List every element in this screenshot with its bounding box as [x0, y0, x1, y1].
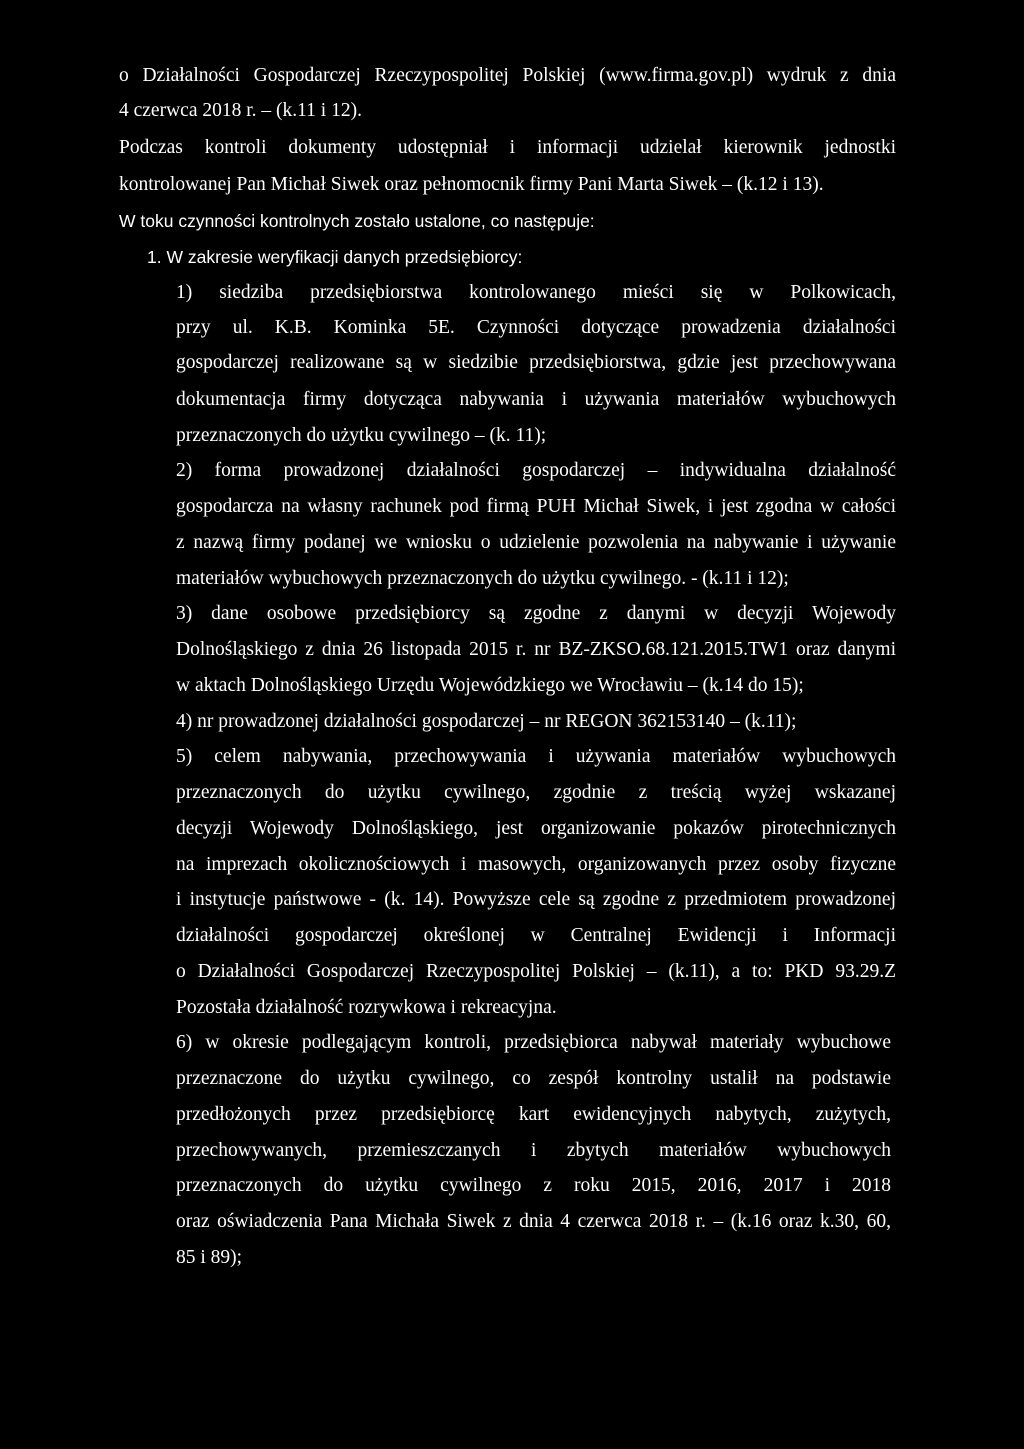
intro-line: Podczas kontroli dokumenty udostępniał i informacji udzielał kierownik jednostki	[119, 137, 896, 158]
list-item-line: dokumentacja firmy dotycząca nabywania i używania materiałów wybuchowych	[176, 389, 896, 410]
list-item-line: materiałów wybuchowych przeznaczonych do użytku cywilnego. - (k.11 i 12);	[176, 568, 789, 589]
list-item-line: przeznaczone do użytku cywilnego, co zespół kontrolny ustalił na podstawie	[176, 1068, 891, 1089]
list-item-line: 6) w okresie podlegającym kontroli, przedsiębiorca nabywał materiały wybuchowe	[176, 1032, 891, 1053]
list-item-line: przy ul. K.B. Kominka 5E. Czynności dotyczące prowadzenia działalności	[176, 317, 896, 338]
list-item-line: w aktach Dolnośląskiego Urzędu Wojewódzkiego we Wrocławiu – (k.14 do 15);	[176, 675, 804, 696]
list-item-line: na imprezach okolicznościowych i masowych, organizowanych przez osoby fizyczne	[176, 854, 896, 875]
list-item-line: przechowywanych, przemieszczanych i zbytych materiałów wybuchowych	[176, 1140, 891, 1161]
list-item-line: decyzji Wojewody Dolnośląskiego, jest organizowanie pokazów pirotechnicznych	[176, 818, 896, 839]
list-item-line: gospodarcza na własny rachunek pod firmą PUH Michał Siwek, i jest zgodna w całości	[176, 496, 896, 517]
list-item-line: 3) dane osobowe przedsiębiorcy są zgodne z danymi w decyzji Wojewody	[176, 603, 896, 624]
list-item-line: i instytucje państwowe - (k. 14). Powyższe cele są zgodne z przedmiotem prowadzonej	[176, 889, 896, 910]
list-item-line: z nazwą firmy podanej we wniosku o udzielenie pozwolenia na nabywanie i używanie	[176, 532, 896, 553]
list-item-line: 2) forma prowadzonej działalności gospodarczej – indywidualna działalność	[176, 460, 896, 481]
intro-line: W toku czynności kontrolnych zostało ustalone, co następuje:	[119, 211, 595, 231]
list-item-line: działalności gospodarczej określonej w Centralnej Ewidencji i Informacji	[176, 925, 896, 946]
list-item-line: o Działalności Gospodarczej Rzeczypospolitej Polskiej – (k.11), a to: PKD 93.29.Z	[176, 961, 896, 982]
list-item-line: 85 i 89);	[176, 1247, 243, 1268]
list-item-line: przeznaczonych do użytku cywilnego, zgodnie z treścią wyżej wskazanej	[176, 782, 896, 803]
list-item-line: przedłożonych przez przedsiębiorcę kart ewidencyjnych nabytych, zużytych,	[176, 1104, 891, 1125]
list-item-line: przeznaczonych do użytku cywilnego – (k. 11);	[176, 425, 547, 446]
list-item-line: 5) celem nabywania, przechowywania i używania materiałów wybuchowych	[176, 746, 896, 767]
list-item-line: 4) nr prowadzonej działalności gospodarczej – nr REGON 362153140 – (k.11);	[176, 711, 797, 732]
list-item-line: oraz oświadczenia Pana Michała Siwek z dnia 4 czerwca 2018 r. – (k.16 oraz k.30, 60,	[176, 1211, 891, 1232]
list-item-line: gospodarczej realizowane są w siedzibie przedsiębiorstwa, gdzie jest przechowywana	[176, 352, 896, 373]
intro-line: kontrolowanej Pan Michał Siwek oraz pełnomocnik firmy Pani Marta Siwek – (k.12 i 13).	[119, 174, 824, 195]
intro-line: o Działalności Gospodarczej Rzeczypospolitej Polskiej (www.firma.gov.pl) wydruk z dnia	[119, 65, 896, 86]
list-item-line: 1) siedziba przedsiębiorstwa kontrolowanego mieści się w Polkowicach,	[176, 282, 896, 303]
section-heading: 1. W zakresie weryfikacji danych przedsiębiorcy:	[147, 247, 523, 267]
list-item-line: Pozostała działalność rozrywkowa i rekreacyjna.	[176, 997, 557, 1018]
list-item-line: przeznaczonych do użytku cywilnego z roku 2015, 2016, 2017 i 2018	[176, 1175, 891, 1196]
intro-line: 4 czerwca 2018 r. – (k.11 i 12).	[119, 100, 362, 121]
list-item-line: Dolnośląskiego z dnia 26 listopada 2015 r. nr BZ-ZKSO.68.121.2015.TW1 oraz danymi	[176, 639, 896, 660]
